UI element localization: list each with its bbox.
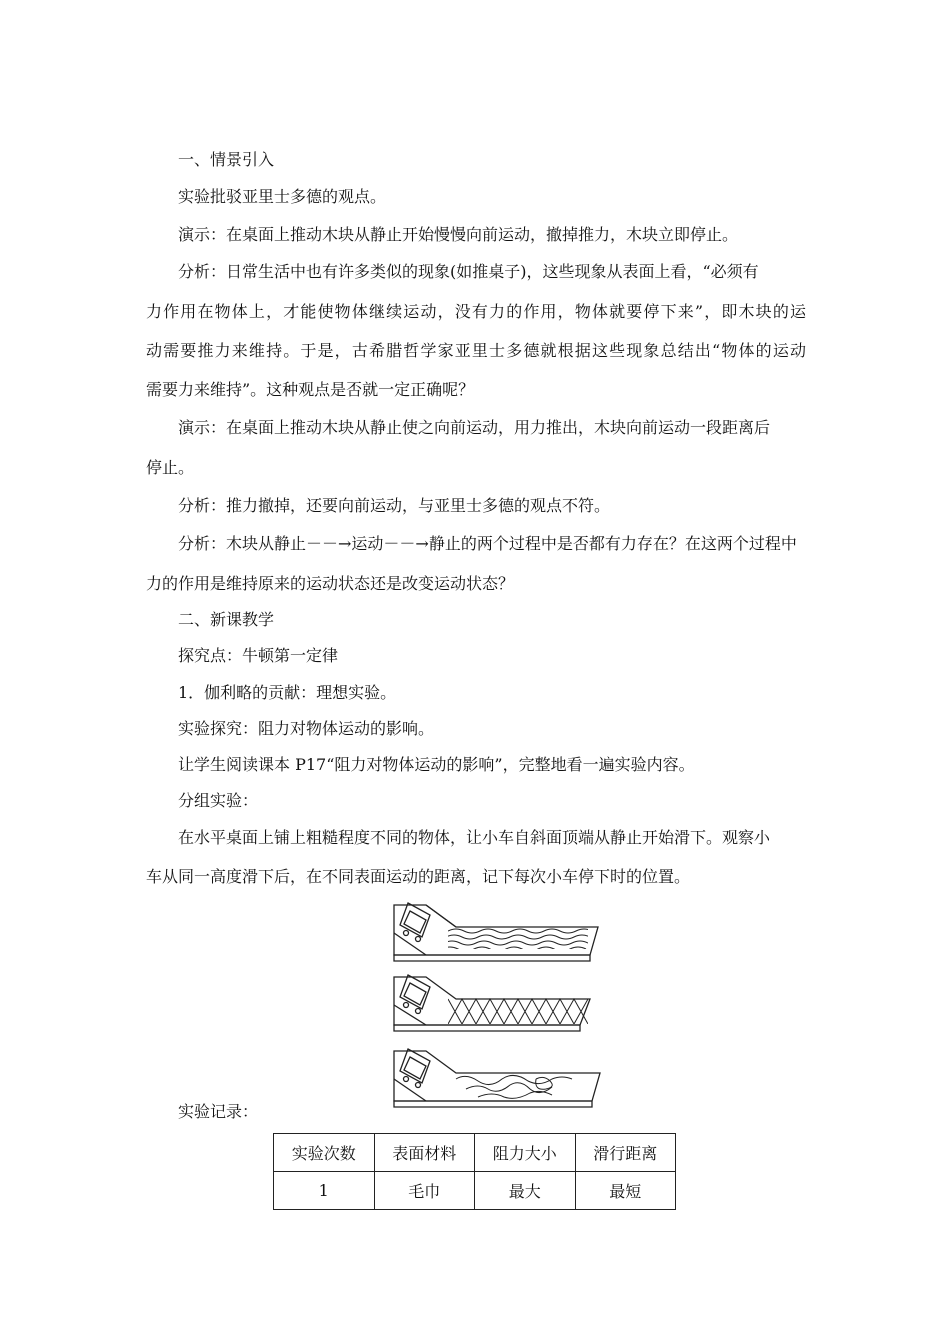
experiment-record-table [273,1133,676,1210]
table-cell: 毛巾 [374,1172,475,1210]
ramp-wood-illustration [394,1049,600,1107]
paragraph-line: 分析：日常生活中也有许多类似的现象(如推桌子)，这些现象从表面上看，“必须有 [178,262,759,281]
paragraph-line: 停止。 [146,458,195,477]
paragraph-line: 让学生阅读课本 P17“阻力对物体运动的影响”，完整地看一遍实验内容。 [178,755,695,774]
paragraph-line: 演示：在桌面上推动木块从静止使之向前运动，用力推出，木块向前运动一段距离后 [178,418,771,437]
paragraph-line: 演示：在桌面上推动木块从静止开始慢慢向前运动，撤掉推力，木块立即停止。 [178,225,739,244]
paragraph-line: 实验探究：阻力对物体运动的影响。 [178,719,435,738]
table-header-row [274,1134,676,1172]
paragraph-line: 力作用在物体上，才能使物体继续运动，没有力的作用，物体就要停下来”，即木块的运 [146,302,806,321]
paragraph-line: 分析：木块从静止－－→运动－－→静止的两个过程中是否都有力存在？在这两个过程中 [178,534,797,553]
paragraph-line: 分组实验： [178,791,259,810]
paragraph-line: 需要力来维持”。这种观点是否就一定正确呢？ [146,380,475,399]
table-cell: 最大 [475,1172,576,1210]
paragraph-line: 1．伽利略的贡献：理想实验。 [178,683,397,702]
ramp-towel-illustration [394,903,598,961]
paragraph-line: 动需要推力来维持。于是，古希腊哲学家亚里士多德就根据这些现象总结出“物体的运动 [146,341,806,360]
ramp-cotton-illustration [394,975,590,1031]
table-header-cell: 滑行距离 [575,1134,676,1172]
paragraph-line: 在水平桌面上铺上粗糙程度不同的物体，让小车自斜面顶端从静止开始滑下。观察小 [178,828,771,847]
paragraph-line: 车从同一高度滑下后，在不同表面运动的距离，记下每次小车停下时的位置。 [146,867,691,886]
table-row [274,1172,676,1210]
paragraph-line: 实验记录： [178,1102,259,1121]
experiment-figure [386,893,606,1108]
paragraph-line: 探究点：牛顿第一定律 [178,646,339,665]
table-cell: 最短 [575,1172,676,1210]
table-cell: 1 [274,1172,375,1210]
section-heading-new-lesson: 二、新课教学 [178,610,275,629]
paragraph-line: 力的作用是维持原来的运动状态还是改变运动状态？ [146,574,515,593]
table-header-cell: 阻力大小 [475,1134,576,1172]
table-header-cell: 实验次数 [274,1134,375,1172]
section-heading-intro: 一、情景引入 [178,150,275,169]
paragraph-line: 实验批驳亚里士多德的观点。 [178,187,387,206]
paragraph-line: 分析：推力撤掉，还要向前运动，与亚里士多德的观点不符。 [178,496,611,515]
table-header-cell: 表面材料 [374,1134,475,1172]
